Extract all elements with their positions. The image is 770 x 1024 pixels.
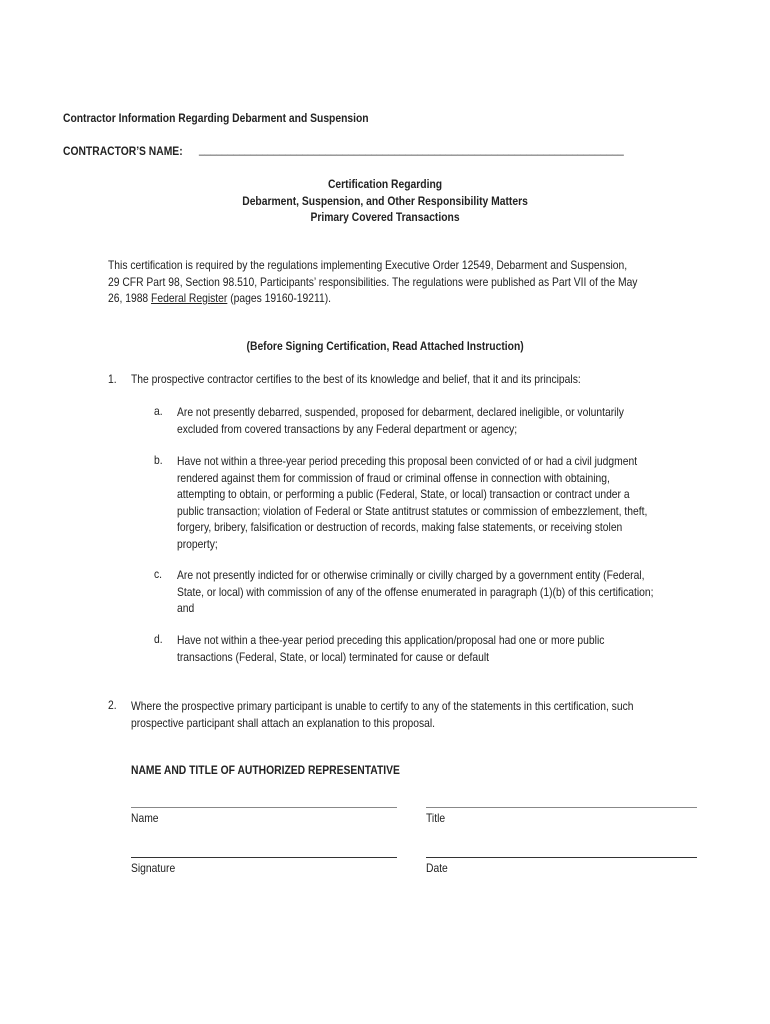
item-text — [131, 698, 633, 731]
representative-heading: NAME AND TITLE OF AUTHORIZED REPRESENTATIVE — [131, 763, 400, 777]
item-number: 1. — [108, 372, 117, 386]
item-line: prospective participant shall attach an explanation to this proposal. — [131, 715, 436, 730]
name-label: Name — [131, 811, 159, 825]
intro-line: This certification is required by the regulations implementing Executive Order 12549, Debarment and Suspension, — [108, 258, 628, 272]
name-input-line[interactable] — [131, 807, 397, 808]
contractor-name-label: CONTRACTOR’S NAME: — [63, 144, 183, 158]
subitem-line: transactions (Federal, State, or local) terminated for cause or default — [177, 649, 490, 664]
subitem-line: Are not presently indicted for or otherwise criminally or civilly charged by a government entity (Federal, — [177, 568, 645, 582]
date-input-line[interactable] — [426, 857, 697, 858]
title-label: Title — [426, 811, 446, 825]
subitem-line: Have not within a thee-year period preceding this application/proposal had one or more public — [177, 633, 605, 647]
date-label: Date — [426, 861, 448, 875]
instruction-note-text: (Before Signing Certification, Read Attached Instruction) — [246, 339, 524, 353]
item-line: Where the prospective primary participant is unable to certify to any of the statements in this certification, such — [131, 699, 634, 713]
item-text: The prospective contractor certifies to the best of its knowledge and belief, that it and its principals: — [131, 372, 581, 386]
subitem-line: rendered against them for commission of fraud or criminal offense in connection with obtaining, — [177, 470, 610, 485]
intro-text: (pages 19160-19211). — [227, 291, 332, 305]
signature-input-line[interactable] — [131, 857, 397, 858]
title-input-line[interactable] — [426, 807, 697, 808]
subitem-line: Are not presently debarred, suspended, proposed for debarment, declared ineligible, or voluntarily — [177, 405, 624, 419]
instruction-note — [0, 339, 770, 353]
subitem-letter: a. — [154, 404, 163, 418]
intro-line: 29 CFR Part 98, Section 98.510, Participants’ responsibilities. The regulations were published as Part VII of the May — [108, 274, 638, 289]
federal-register-reference: Federal Register — [151, 291, 228, 305]
intro-text: 26, 1988 — [108, 291, 152, 305]
contractor-name-field[interactable]: __________________________________________________________________________ — [199, 142, 624, 156]
signature-label: Signature — [131, 861, 176, 875]
subitem-letter: c. — [154, 567, 163, 581]
subitem-line: Have not within a three-year period preceding this proposal been convicted of or had a civil judgment — [177, 454, 638, 468]
subitem-text — [177, 567, 653, 617]
subitem-line: attempting to obtain, or performing a public (Federal, State, or local) transaction or contract under a — [177, 487, 630, 501]
certification-title-line3: Primary Covered Transactions — [310, 210, 460, 224]
subitem-text — [177, 632, 604, 665]
subitem-line: State, or local) with commission of any of the offense enumerated in paragraph (1)(b) of this certification; — [177, 584, 654, 599]
subitem-line: forgery, bribery, falsification or destruction of records, making false statements, or receiving stolen — [177, 520, 623, 534]
certification-title-line2: Debarment, Suspension, and Other Responsibility Matters — [242, 193, 528, 208]
subitem-text — [177, 404, 624, 437]
certification-title-line1: Certification Regarding — [327, 177, 443, 191]
intro-line — [108, 290, 637, 307]
document-title: Contractor Information Regarding Debarment and Suspension — [63, 111, 369, 125]
certification-title — [0, 176, 770, 226]
subitem-text — [177, 453, 647, 552]
subitem-letter: b. — [154, 453, 163, 467]
subitem-line: public transaction; violation of Federal or State antitrust statutes or commission of embezzlement, theft, — [177, 503, 648, 518]
subitem-line: and — [177, 601, 195, 615]
subitem-letter: d. — [154, 632, 163, 646]
subitem-line: excluded from covered transactions by any Federal department or agency; — [177, 421, 518, 436]
subitem-line: property; — [177, 536, 218, 551]
item-number: 2. — [108, 698, 117, 712]
intro-paragraph — [108, 257, 637, 307]
